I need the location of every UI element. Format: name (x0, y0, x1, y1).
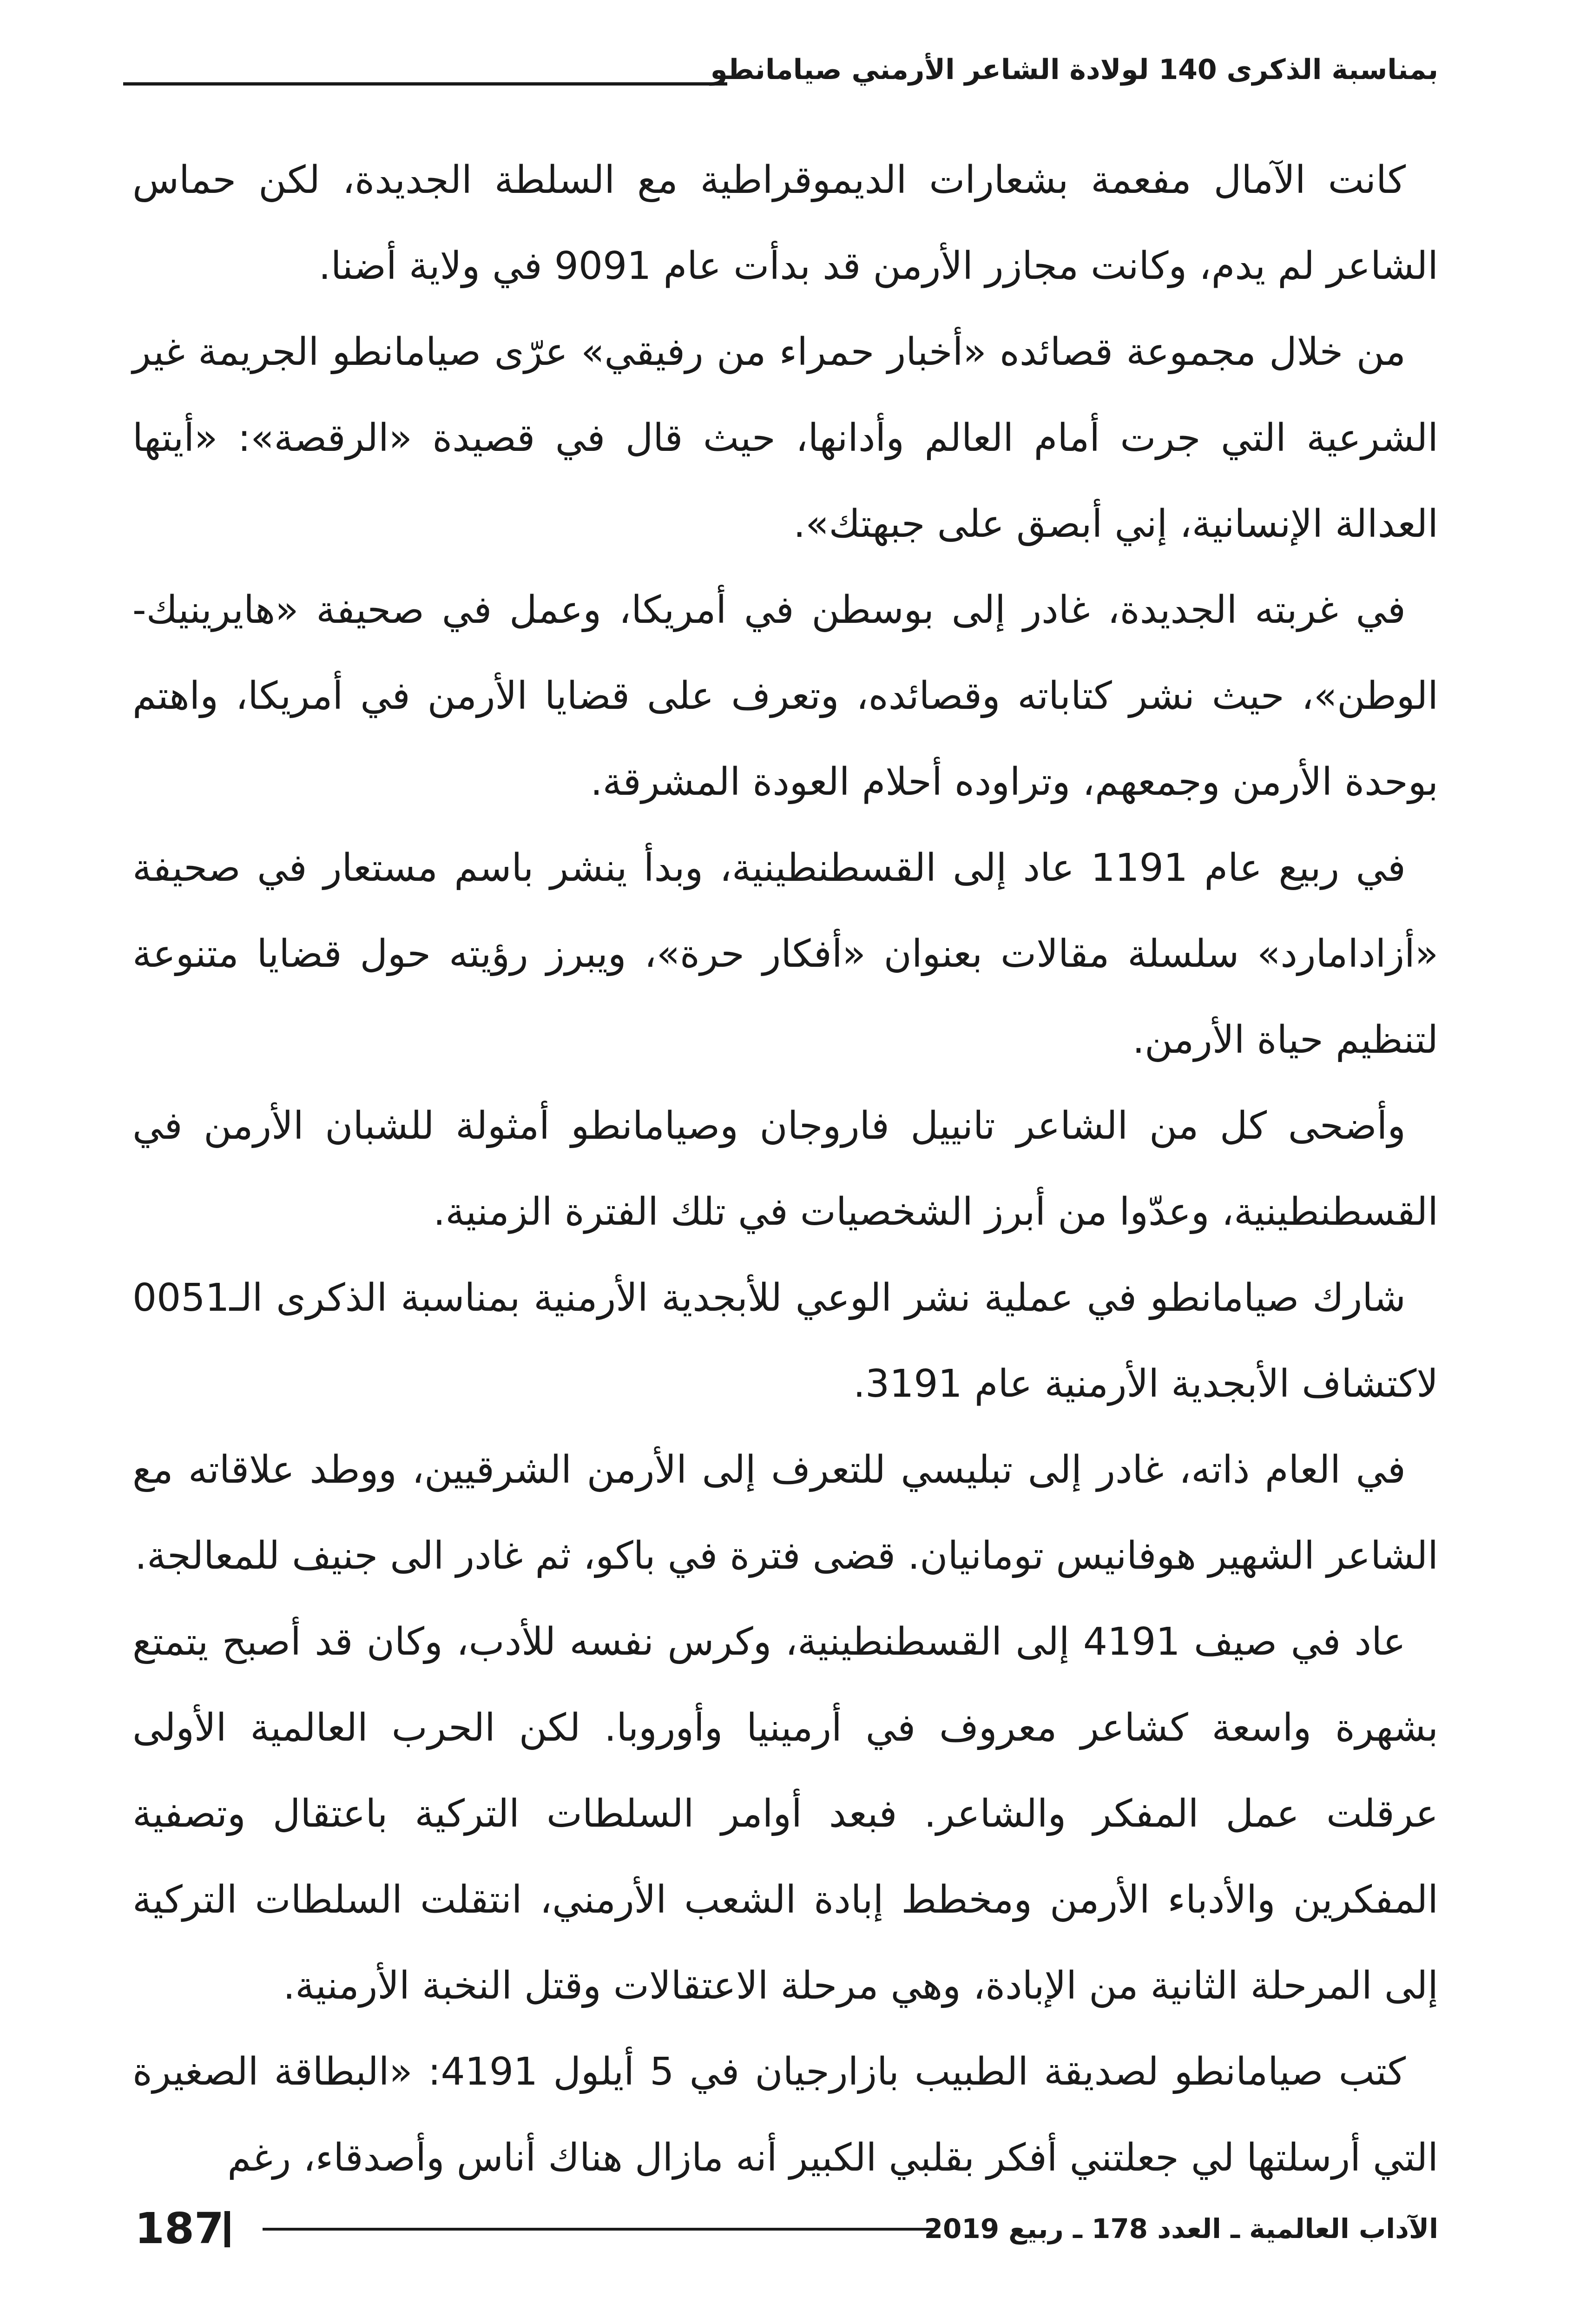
paragraph: شارك صيامانطو في عملية نشر الوعي للأبجدية الأرمنية بمناسبة الذكرى الـ0051 لاكتشاف الأبجدية الأرمنية عام 3191. (132, 1276, 1438, 1406)
header-title: بمناسبة الذكرى 140 لولادة الشاعر الأرمني صيامانطو (710, 53, 1438, 86)
paragraph: في ربيع عام 1191 عاد إلى القسطنطينية، وبدأ ينشر باسم مستعار في صحيفة «أزادامارد» سلسلة مقالات بعنوان «أفكار حرة»، ويبرز رؤيته حول قضايا متنوعة لتنظيم حياة الأرمن. (132, 846, 1438, 1062)
page-number-separator (224, 2211, 230, 2247)
paragraph: من خلال مجموعة قصائده «أخبار حمراء من رفيقي» عرّى صيامانطو الجريمة غير الشرعية التي جرت أمام العالم وأدانها، حيث قال في قصيدة «الرقصة»: «أيتها العدالة الإنسانية، إني أبصق على جبهتك». (132, 330, 1438, 546)
page-number: 187 (135, 2204, 224, 2253)
paragraph: وأضحى كل من الشاعر تانييل فاروجان وصيامانطو أمثولة للشبان الأرمن في القسطنطينية، وعدّوا من أبرز الشخصيات في تلك الفترة الزمنية. (132, 1104, 1438, 1234)
article-body (132, 137, 1438, 2201)
paragraph: في العام ذاته، غادر إلى تبليسي للتعرف إلى الأرمن الشرقيين، ووطد علاقاته مع الشاعر الشهير هوفانيس تومانيان. قضى فترة في باكو، ثم غادر الى جنيف للمعالجة. (132, 1448, 1438, 1578)
header-rule (123, 82, 727, 86)
journal-citation: الآداب العالمية ـ العدد 178 ـ ربيع 2019 (924, 2213, 1438, 2245)
paragraph: في غربته الجديدة، غادر إلى بوسطن في أمريكا، وعمل في صحيفة «هايرينيك-الوطن»، حيث نشر كتاباته وقصائده، وتعرف على قضايا الأرمن في أمريكا، واهتم بوحدة الأرمن وجمعهم، وتراوده أحلام العودة المشرقة. (132, 588, 1438, 804)
footer-rule (263, 2228, 936, 2231)
paragraph: كتب صيامانطو لصديقة الطبيب بازارجيان في 5 أيلول 4191: «البطاقة الصغيرة التي أرسلتها لي جعلتني أفكر بقلبي الكبير أنه مازال هناك أناس وأصدقاء، رغم (132, 2050, 1438, 2180)
running-footer (123, 2201, 1438, 2257)
paragraph: كانت الآمال مفعمة بشعارات الديموقراطية مع السلطة الجديدة، لكن حماس الشاعر لم يدم، وكانت مجازر الأرمن قد بدأت عام 9091 في ولاية أضنا. (132, 158, 1438, 288)
paragraph: عاد في صيف 4191 إلى القسطنطينية، وكرس نفسه للأدب، وكان قد أصبح يتمتع بشهرة واسعة كشاعر معروف في أرمينيا وأوروبا. لكن الحرب العالمية الأولى عرقلت عمل المفكر والشاعر. فبعد أوامر السلطات التركية باعتقال وتصفية المفكرين والأدباء الأرمن ومخطط إبادة الشعب الأرمني، انتقلت السلطات التركية إلى المرحلة الثانية من الإبادة، وهي مرحلة الاعتقالات وقتل النخبة الأرمنية. (132, 1620, 1438, 2008)
running-header (123, 44, 1438, 95)
